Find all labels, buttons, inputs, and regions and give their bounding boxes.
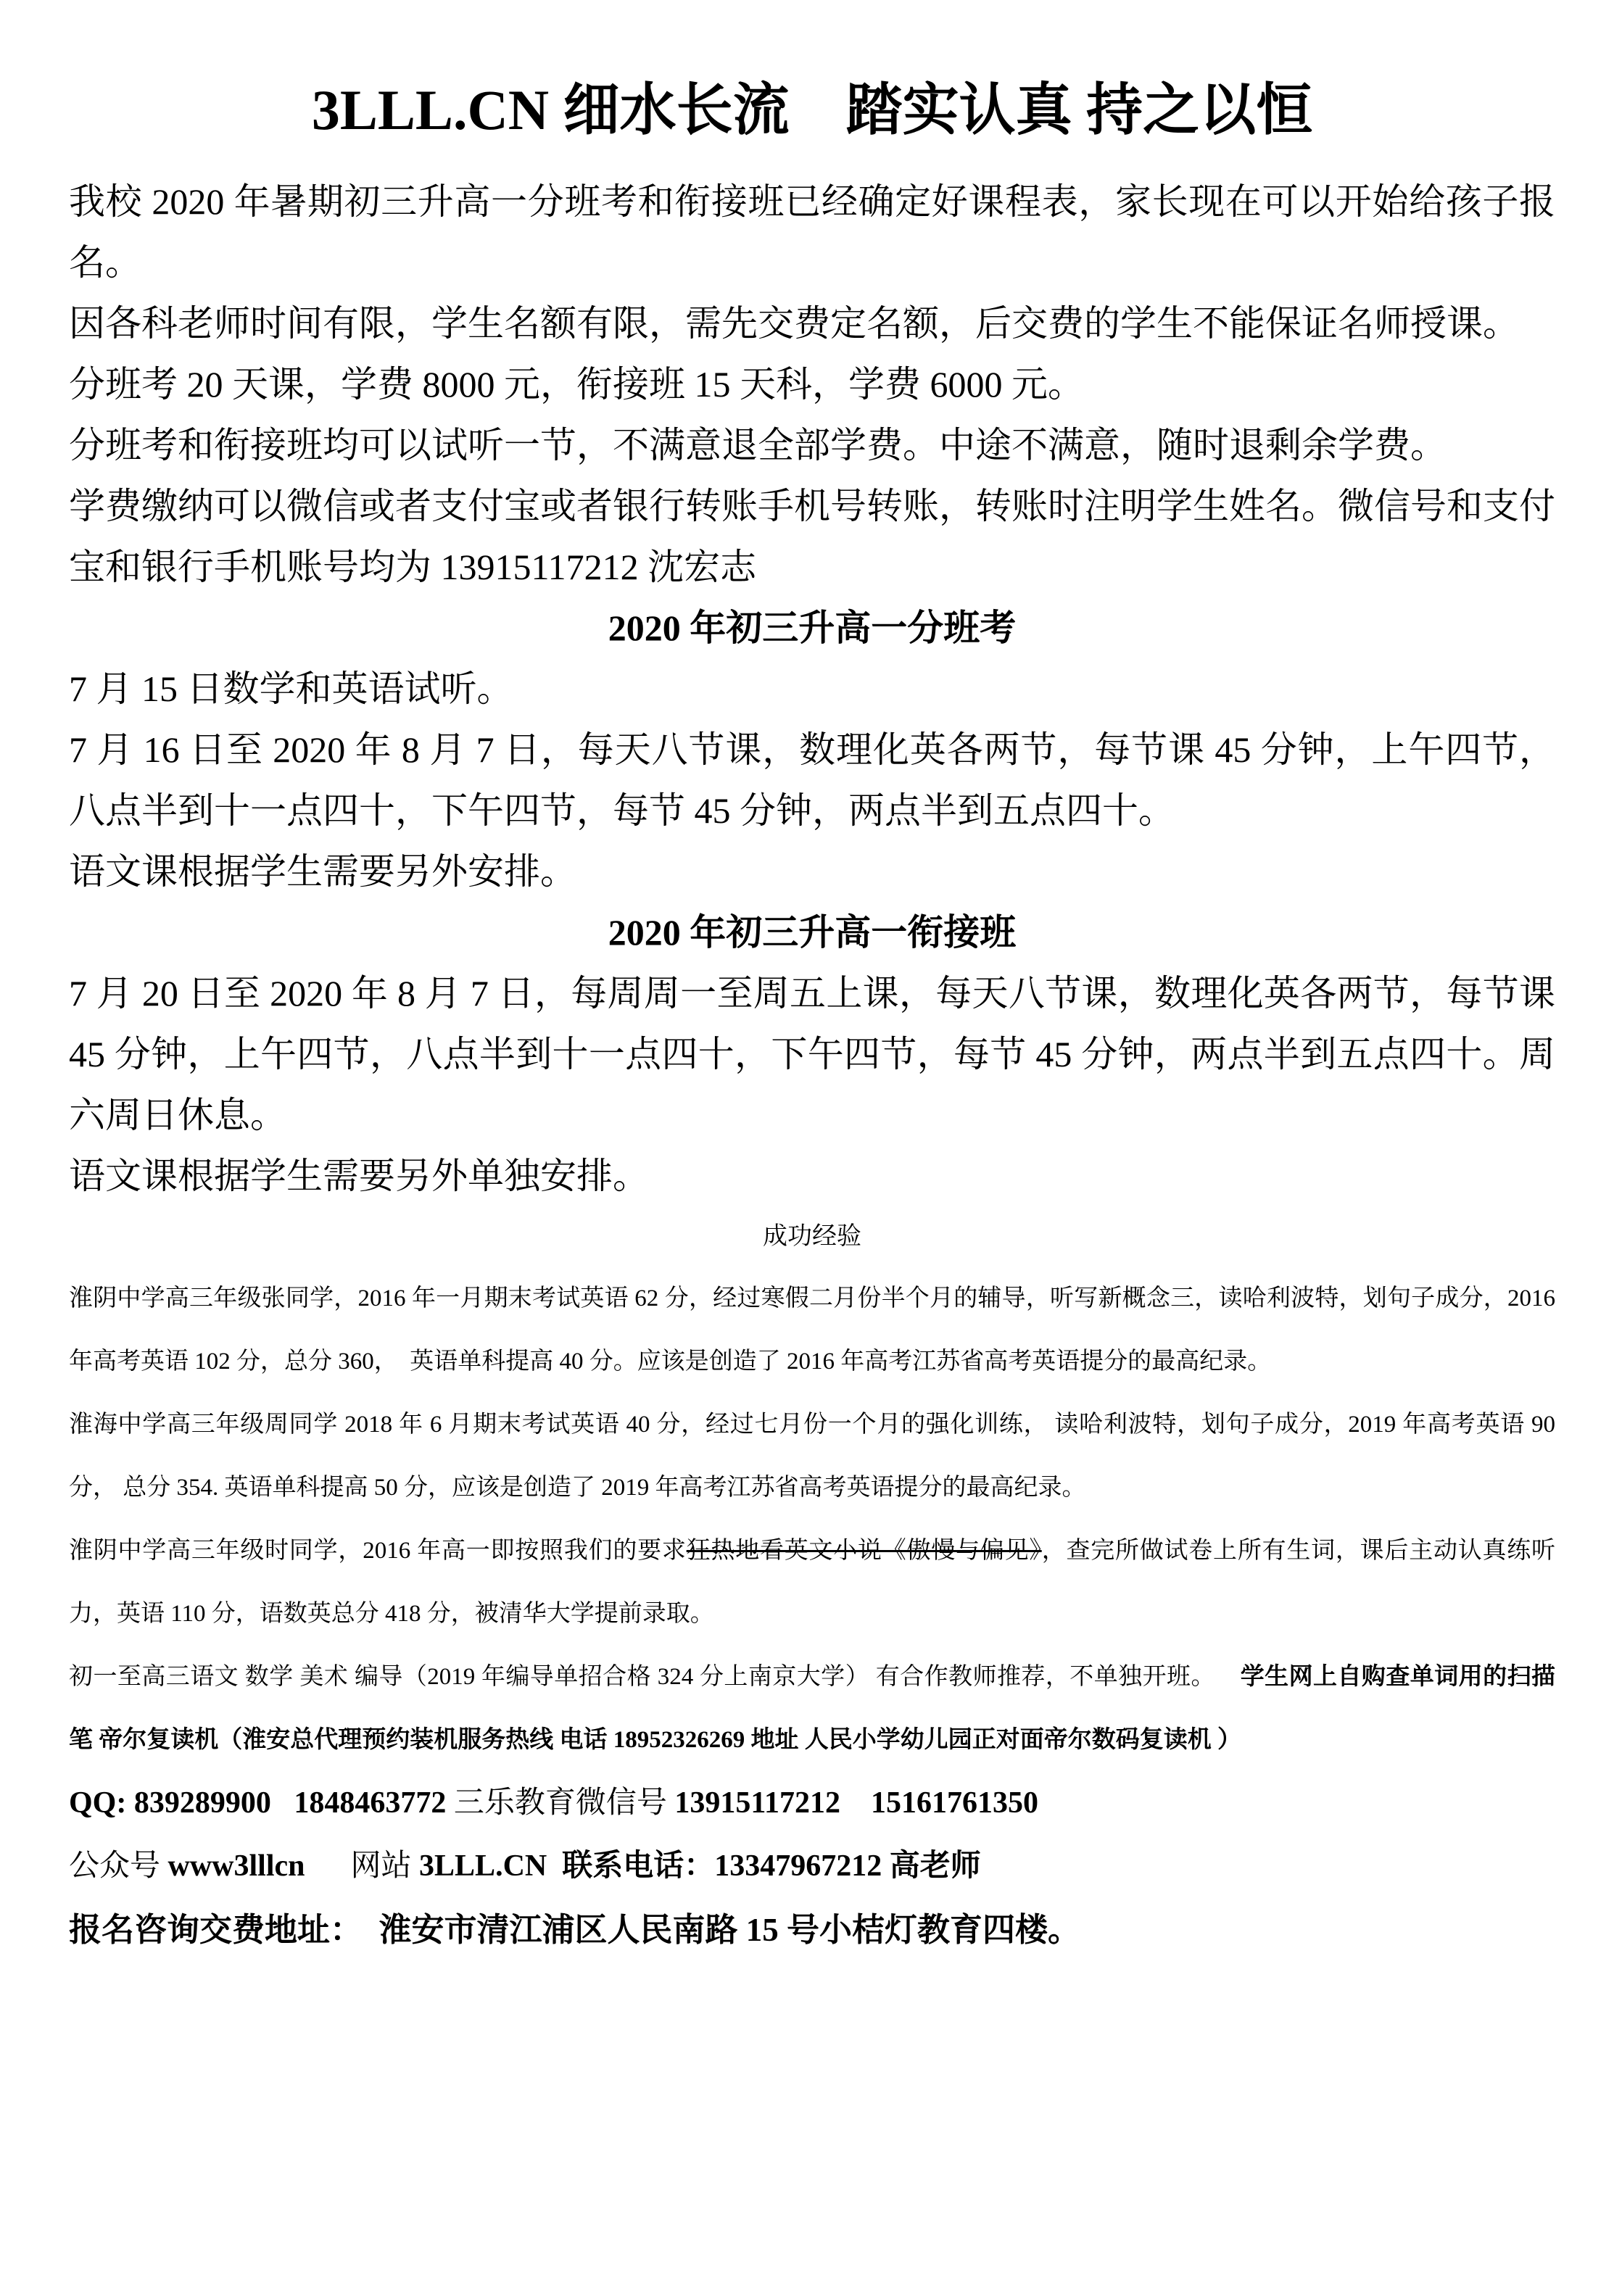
xianjie-paragraph: 语文课根据学生需要另外单独安排。 xyxy=(69,1156,649,1196)
courses-and-devices-paragraph xyxy=(69,1646,1555,1772)
website-value: 3LLL.CN xyxy=(419,1849,547,1883)
intro-paragraph: 学费缴纳可以微信或者支付宝或者银行转账手机号转账，转账时注明学生姓名。微信号和支付宝和银行手机账号均为 13915117212 沈宏志 xyxy=(69,486,1555,587)
success-story-3 xyxy=(69,1520,1555,1646)
fenban-paragraph: 语文课根据学生需要另外安排。 xyxy=(69,851,576,892)
intro-paragraph: 分班考 20 天课，学费 8000 元，衔接班 15 天科，学费 6000 元。 xyxy=(69,364,1084,405)
story3-suffix: ，查完所做试卷上所有生词，课后主动认真练听力，英语 110 分，语数英总分 418 分，被清华大学提前录取。 xyxy=(69,1538,1556,1627)
story3-strikethrough-text: 狂热地看英文小说《傲慢与偏见》 xyxy=(686,1538,1042,1564)
page-title: 3LLL.CN 细水长流 踏实认真 持之以恒 xyxy=(311,78,1313,141)
intro-paragraph: 分班考和衔接班均可以试听一节，不满意退全部学费。中途不满意，随时退剩余学费。 xyxy=(69,425,1447,465)
qq-wechat-line xyxy=(69,1772,1555,1835)
courses-text: 初一至高三语文 数学 美术 编导（2019 年编导单招合格 324 分上南京大学） 有合作教师推荐，不单独开班。 xyxy=(69,1664,1241,1690)
story3-prefix: 淮阴中学高三年级时同学，2016 年高一即按照我们的要求 xyxy=(69,1538,687,1564)
channels-line xyxy=(69,1835,1555,1898)
fenban-paragraph: 7 月 15 日数学和英语试听。 xyxy=(69,668,513,709)
scanner-pen-bold-text: 学生网上自购查单词用的扫描笔 帝尔复读机（淮安总代理预约装机服务热线 电话 18952326269 地址 人民小学幼儿园正对面帝尔数码复读机 ） xyxy=(69,1664,1556,1753)
section-heading-xianjieban: 2020 年初三升高一衔接班 xyxy=(608,912,1017,953)
xianjie-paragraph: 7 月 20 日至 2020 年 8 月 7 日，每周周一至周五上课，每天八节课，数理化英各两节，每节课 45 分钟，上午四节，八点半到十一点四十，下午四节，每节 45 分钟，两点半到五点四十。周六周日休息。 xyxy=(69,973,1565,1135)
contact-phone-text: 联系电话：13347967212 高老师 xyxy=(547,1849,981,1883)
public-account-value: www3lllcn xyxy=(167,1849,305,1883)
wechat-label: 三乐教育微信号 xyxy=(453,1786,675,1820)
success-story-2: 淮海中学高三年级周同学 2018 年 6 月期末考试英语 40 分，经过七月份一个月的强化训练， 读哈利波特，划句子成分，2019 年高考英语 90 分， 总分 354. 英语单科提高 50 分，应该是创造了 2019 年高考江苏省高考英语提分的最高纪录。 xyxy=(69,1412,1562,1501)
success-story-1: 淮阴中学高三年级张同学，2016 年一月期末考试英语 62 分，经过寒假二月份半个月的辅导，听写新概念三，读哈利波特，划句子成分，2016 年高考英语 102 分，总分 360， 英语单科提高 40 分。应该是创造了 2016 年高考江苏省高考英语提分的最高纪录。 xyxy=(69,1285,1562,1375)
success-heading: 成功经验 xyxy=(763,1223,861,1250)
fenban-paragraph: 7 月 16 日至 2020 年 8 月 7 日，每天八节课，数理化英各两节，每节课 45 分钟，上午四节，八点半到十一点四十，下午四节，每节 45 分钟，两点半到五点四十。 xyxy=(69,729,1555,831)
website-label: 网站 xyxy=(305,1849,420,1883)
section-heading-fenbankao: 2020 年初三升高一分班考 xyxy=(608,608,1017,648)
public-account-label: 公众号 xyxy=(69,1849,168,1883)
registration-address-line: 报名咨询交费地址： 淮安市清江浦区人民南路 15 号小桔灯教育四楼。 xyxy=(69,1912,1081,1948)
intro-paragraph: 因各科老师时间有限，学生名额有限，需先交费定名额，后交费的学生不能保证名师授课。 xyxy=(69,303,1519,344)
wechat-numbers: 13915117212 15161761350 xyxy=(674,1786,1039,1820)
qq-numbers: QQ: 839289900 1848463772 xyxy=(69,1786,454,1820)
intro-paragraph: 我校 2020 年暑期初三升高一分班考和衔接班已经确定好课程表，家长现在可以开始给孩子报名。 xyxy=(69,181,1555,283)
